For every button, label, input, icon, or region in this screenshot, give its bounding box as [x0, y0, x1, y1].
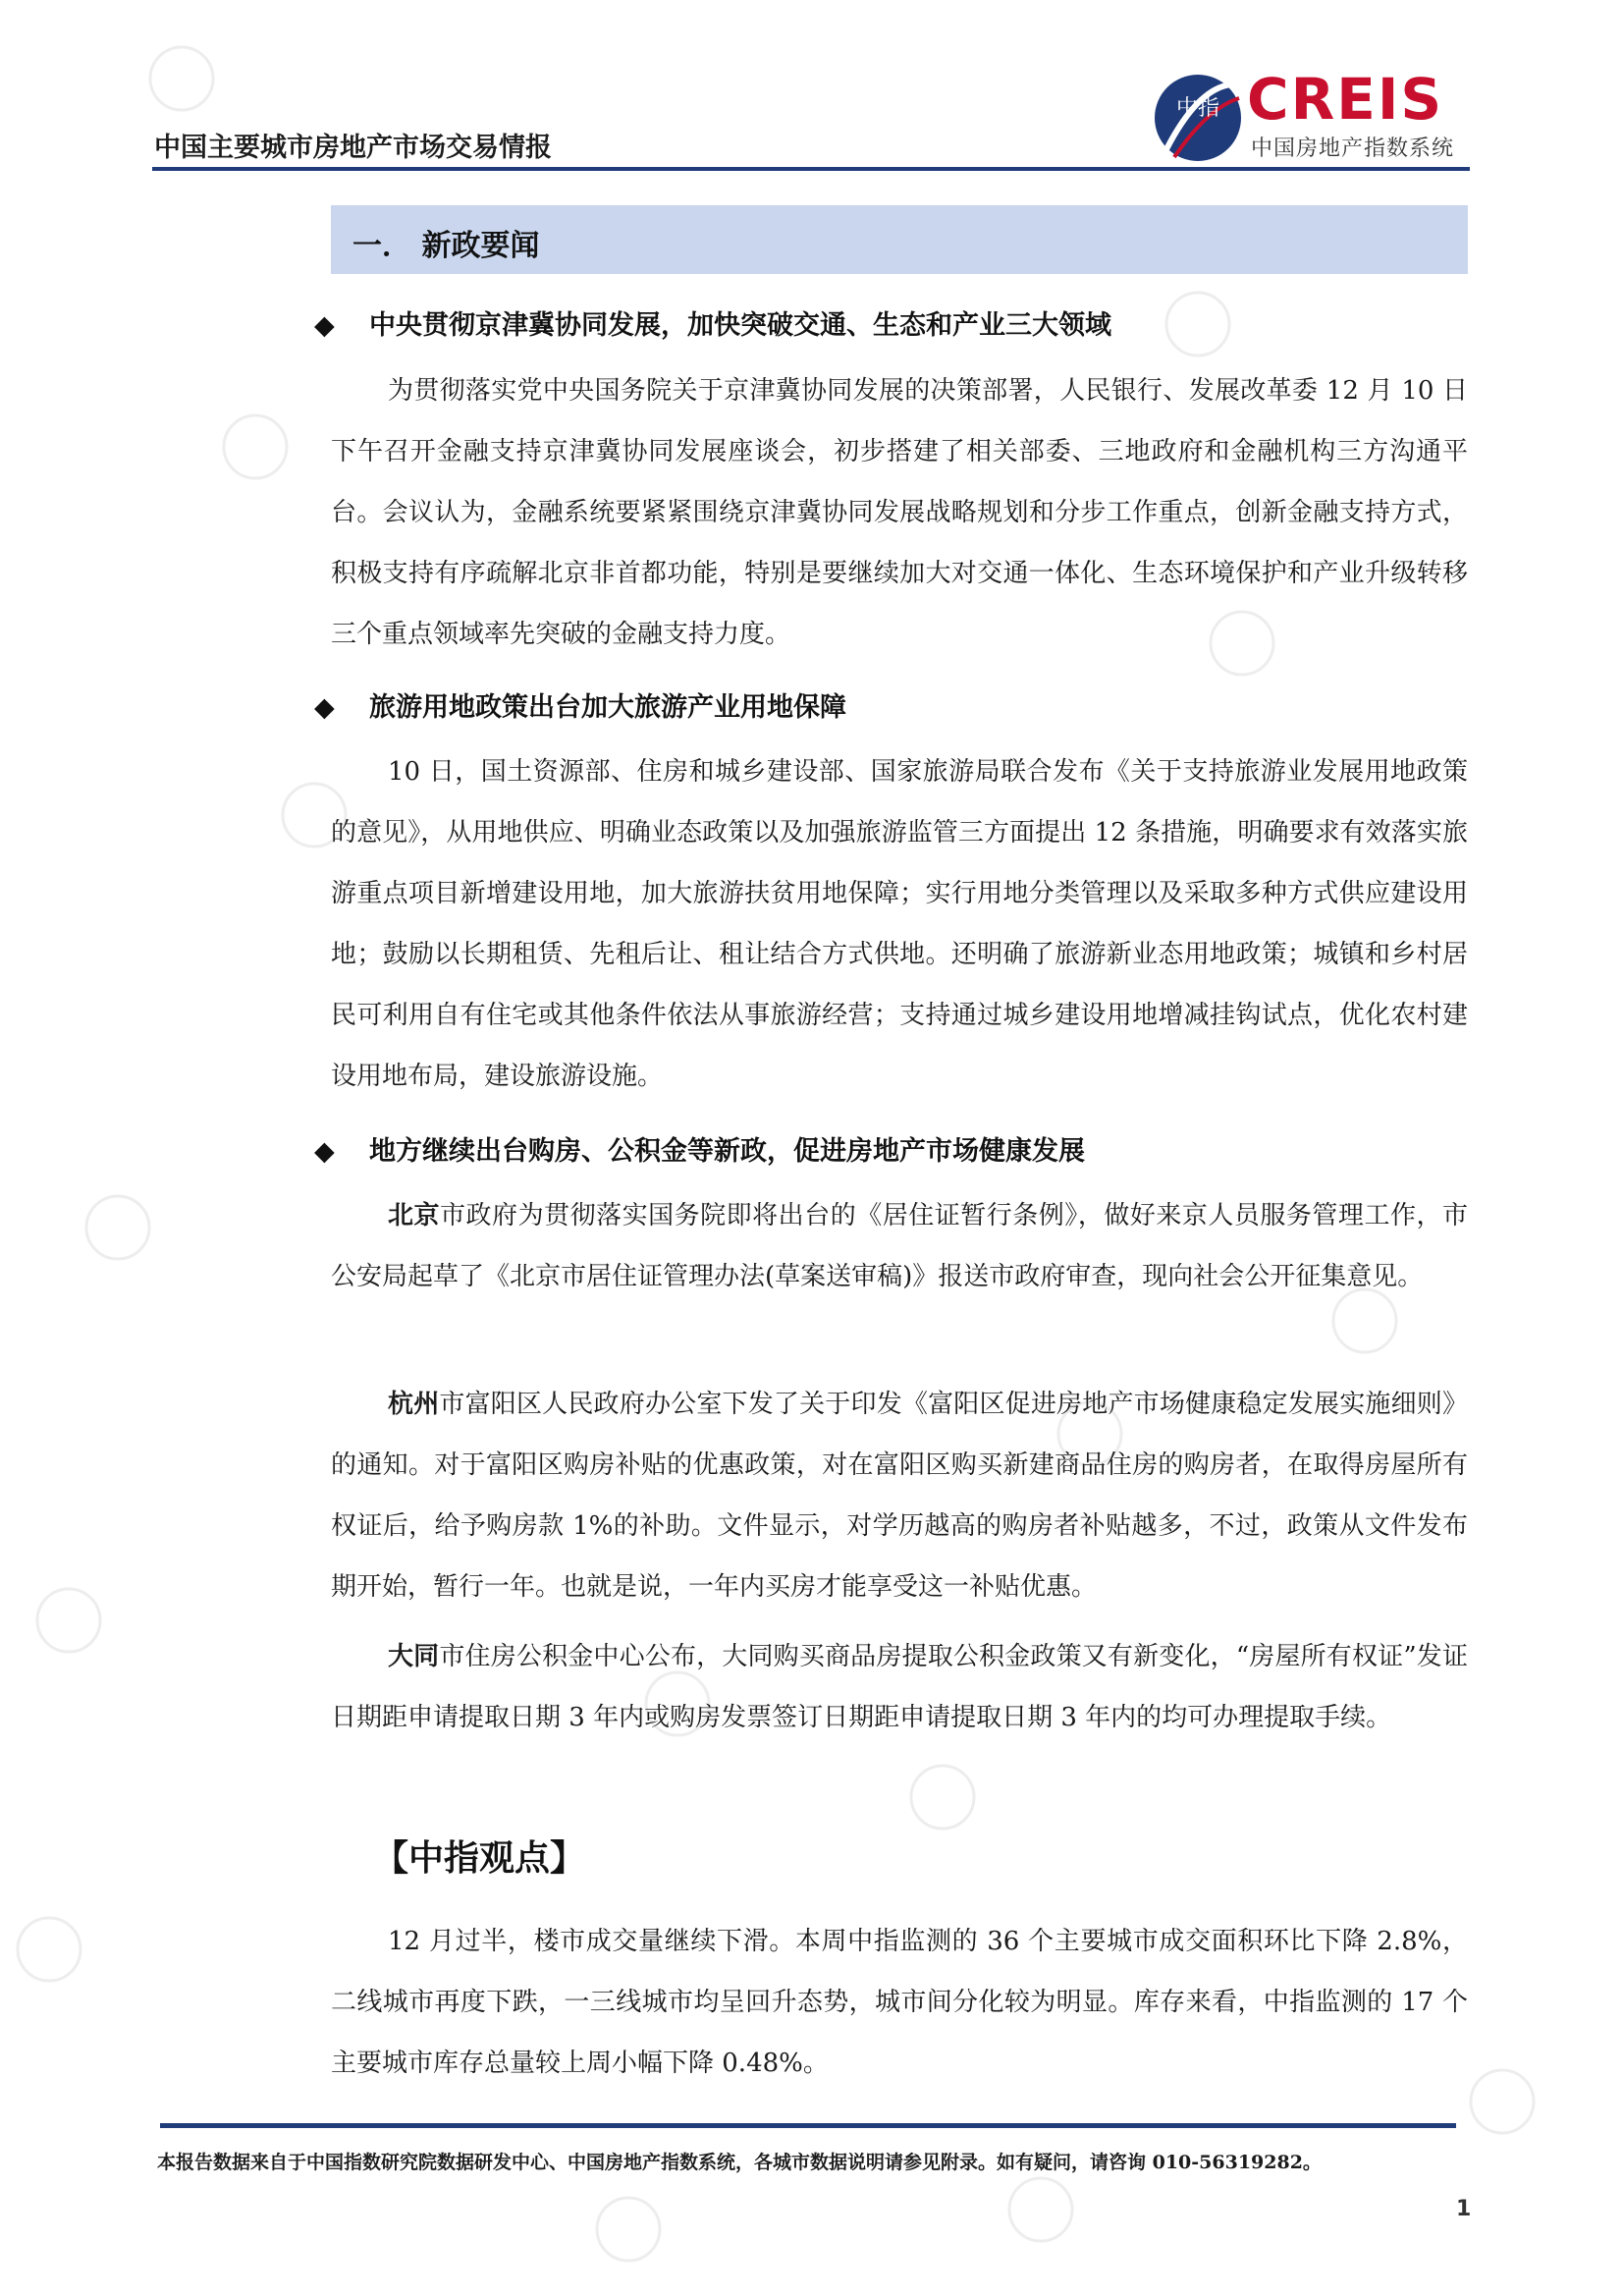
bullet-heading-2: [314, 685, 846, 724]
policy-text: 市富阳区人民政府办公室下发了关于印发《富阳区促进房地产市场健康稳定发展实施细则》的通知。对于富阳区购房补贴的优惠政策，对在富阳区购买新建商品住房的购房者，在取得房屋所有权证后，给予购房款 1%的补助。文件显示，对学历越高的购房者补贴越多，不过，政策从文件发布期开始，暂行一年。也就是说，一年内买房才能享受这一补贴优惠。: [331, 1390, 1468, 1602]
footer-divider: [160, 2123, 1456, 2128]
city-name: 杭州: [388, 1390, 440, 1419]
city-name: 北京: [388, 1201, 441, 1230]
logo-subtitle: 中国房地产指数系统: [1251, 137, 1455, 161]
paragraph-datong: [331, 1626, 1468, 1748]
diamond-bullet-icon: ◆: [314, 310, 335, 341]
bullet-heading-3: [314, 1129, 1085, 1168]
paragraph-beijing: [331, 1185, 1468, 1307]
bullet-title: 地方继续出台购房、公积金等新政，促进房地产市场健康发展: [369, 1136, 1085, 1167]
report-title: 中国主要城市房地产市场交易情报: [154, 133, 552, 163]
header-divider: [152, 167, 1470, 171]
policy-text: 市住房公积金中心公布，大同购买商品房提取公积金政策又有新变化，“房屋所有权证”发证日期距申请提取日期 3 年内或购房发票签订日期距申请提取日期 3 年内的均可办理提取手续。: [331, 1642, 1468, 1732]
diamond-bullet-icon: ◆: [314, 1136, 335, 1167]
policy-text: 市政府为贯彻落实国务院即将出台的《居住证暂行条例》，做好来京人员服务管理工作，市公安局起草了《北京市居住证管理办法(草案送审稿)》报送市政府审查，现向社会公开征集意见。: [331, 1201, 1468, 1291]
section-banner: [331, 205, 1468, 274]
paragraph-tourism-land: 10 日，国土资源部、住房和城乡建设部、国家旅游局联合发布《关于支持旅游业发展用地政策的意见》，从用地供应、明确业态政策以及加强旅游监管三方面提出 12 条措施，明确要求有效落实旅游重点项目新增建设用地，加大旅游扶贫用地保障；实行用地分类管理以及采取多种方式供应建设用地；鼓励以长期租赁、先租后让、租让结合方式供地。还明确了旅游新业态用地政策；城镇和乡村居民可利用自有住宅或其他条件依法从事旅游经营；支持通过城乡建设用地增减挂钩试点，优化农村建设用地布局，建设旅游设施。: [331, 757, 1468, 1091]
diamond-bullet-icon: ◆: [314, 692, 335, 723]
bullet-heading-1: [314, 303, 1111, 342]
footer-note: 本报告数据来自于中国指数研究院数据研发中心、中国房地产指数系统，各城市数据说明请参见附录。如有疑问，请咨询 010-56319282。: [157, 2152, 1322, 2173]
page-number: 1: [1456, 2197, 1472, 2221]
bullet-title: 中央贯彻京津冀协同发展，加快突破交通、生态和产业三大领域: [369, 310, 1111, 341]
paragraph-viewpoint: 12 月过半，楼市成交量继续下滑。本周中指监测的 36 个主要城市成交面积环比下降 2.8%，二线城市再度下跌，一三线城市均呈回升态势，城市间分化较为明显。库存来看，中指监测的 17 个主要城市库存总量较上周小幅下降 0.48%。: [331, 1927, 1468, 2078]
logo-brand: CREIS: [1247, 66, 1444, 133]
bullet-title: 旅游用地政策出台加大旅游产业用地保障: [369, 692, 846, 723]
viewpoint-title: 【中指观点】: [373, 1837, 586, 1879]
section-heading: 一． 新政要闻: [352, 229, 540, 263]
city-name: 大同: [388, 1642, 440, 1671]
paragraph-jingjinji: 为贯彻落实党中央国务院关于京津冀协同发展的决策部署，人民银行、发展改革委 12 月 10 日下午召开金融支持京津冀协同发展座谈会，初步搭建了相关部委、三地政府和金融机构三方沟通平台。会议认为，金融系统要紧紧围绕京津冀协同发展战略规划和分步工作重点，创新金融支持方式，积极支持有序疏解北京非首都功能，特别是要继续加大对交通一体化、生态环境保护和产业升级转移三个重点领域率先突破的金融支持力度。: [331, 376, 1468, 649]
logo-mark-text: 中指: [1176, 96, 1220, 121]
paragraph-hangzhou: [331, 1374, 1468, 1617]
